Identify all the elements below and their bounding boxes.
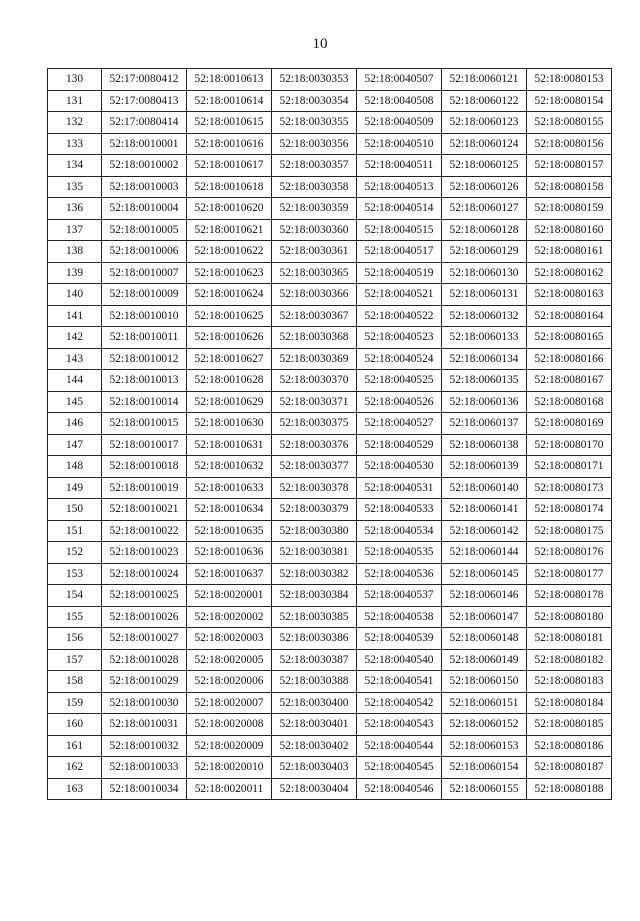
cadastral-number-cell: 52:18:0060137 <box>442 413 527 435</box>
cadastral-number-cell: 52:18:0010026 <box>102 606 187 628</box>
row-number-cell: 151 <box>48 520 102 542</box>
cadastral-number-cell: 52:18:0040539 <box>357 628 442 650</box>
cadastral-number-cell: 52:18:0020011 <box>187 778 272 800</box>
cadastral-number-cell: 52:18:0010615 <box>187 112 272 134</box>
cadastral-number-cell: 52:18:0010007 <box>102 262 187 284</box>
cadastral-number-cell: 52:18:0040534 <box>357 520 442 542</box>
cadastral-number-cell: 52:18:0030356 <box>272 133 357 155</box>
table-row <box>48 563 612 585</box>
cadastral-number-cell: 52:18:0060130 <box>442 262 527 284</box>
table-row <box>48 284 612 306</box>
cadastral-number-cell: 52:18:0020007 <box>187 692 272 714</box>
cadastral-number-cell: 52:18:0080160 <box>527 219 612 241</box>
row-number-cell: 131 <box>48 90 102 112</box>
table-row <box>48 628 612 650</box>
table-body <box>48 69 612 800</box>
table-row <box>48 671 612 693</box>
table-row <box>48 112 612 134</box>
row-number-cell: 143 <box>48 348 102 370</box>
cadastral-number-cell: 52:18:0010021 <box>102 499 187 521</box>
cadastral-number-cell: 52:18:0010019 <box>102 477 187 499</box>
table-row <box>48 370 612 392</box>
cadastral-number-cell: 52:18:0010616 <box>187 133 272 155</box>
cadastral-number-cell: 52:17:0080412 <box>102 69 187 91</box>
cadastral-number-cell: 52:18:0010628 <box>187 370 272 392</box>
cadastral-number-cell: 52:18:0010009 <box>102 284 187 306</box>
cadastral-number-cell: 52:18:0080182 <box>527 649 612 671</box>
cadastral-number-cell: 52:18:0060127 <box>442 198 527 220</box>
table-row <box>48 133 612 155</box>
table-row <box>48 219 612 241</box>
cadastral-number-cell: 52:18:0040510 <box>357 133 442 155</box>
cadastral-number-cell: 52:18:0080171 <box>527 456 612 478</box>
cadastral-number-cell: 52:18:0080187 <box>527 757 612 779</box>
cadastral-number-cell: 52:18:0080163 <box>527 284 612 306</box>
row-number-cell: 159 <box>48 692 102 714</box>
cadastral-number-cell: 52:18:0040541 <box>357 671 442 693</box>
cadastral-number-cell: 52:18:0030403 <box>272 757 357 779</box>
cadastral-number-cell: 52:18:0080159 <box>527 198 612 220</box>
cadastral-number-cell: 52:18:0010010 <box>102 305 187 327</box>
cadastral-number-cell: 52:18:0080183 <box>527 671 612 693</box>
cadastral-number-cell: 52:18:0060155 <box>442 778 527 800</box>
cadastral-number-cell: 52:18:0080185 <box>527 714 612 736</box>
cadastral-number-cell: 52:18:0010637 <box>187 563 272 585</box>
cadastral-number-cell: 52:18:0010003 <box>102 176 187 198</box>
cadastral-number-cell: 52:18:0030387 <box>272 649 357 671</box>
cadastral-number-cell: 52:18:0010622 <box>187 241 272 263</box>
row-number-cell: 160 <box>48 714 102 736</box>
cadastral-number-cell: 52:18:0030384 <box>272 585 357 607</box>
cadastral-number-cell: 52:18:0080165 <box>527 327 612 349</box>
cadastral-number-cell: 52:18:0040546 <box>357 778 442 800</box>
cadastral-number-cell: 52:18:0040509 <box>357 112 442 134</box>
cadastral-number-cell: 52:18:0030377 <box>272 456 357 478</box>
cadastral-number-cell: 52:18:0040526 <box>357 391 442 413</box>
cadastral-number-cell: 52:18:0080178 <box>527 585 612 607</box>
cadastral-number-cell: 52:18:0030357 <box>272 155 357 177</box>
row-number-cell: 157 <box>48 649 102 671</box>
row-number-cell: 155 <box>48 606 102 628</box>
cadastral-number-cell: 52:18:0040517 <box>357 241 442 263</box>
cadastral-number-cell: 52:18:0060134 <box>442 348 527 370</box>
cadastral-number-cell: 52:18:0010023 <box>102 542 187 564</box>
table-row <box>48 692 612 714</box>
cadastral-number-cell: 52:18:0030380 <box>272 520 357 542</box>
cadastral-number-cell: 52:18:0040538 <box>357 606 442 628</box>
cadastral-number-cell: 52:18:0020006 <box>187 671 272 693</box>
table-row <box>48 305 612 327</box>
row-number-cell: 135 <box>48 176 102 198</box>
cadastral-number-cell: 52:18:0010625 <box>187 305 272 327</box>
cadastral-number-cell: 52:18:0030378 <box>272 477 357 499</box>
cadastral-number-cell: 52:18:0060152 <box>442 714 527 736</box>
cadastral-number-cell: 52:17:0080414 <box>102 112 187 134</box>
cadastral-number-cell: 52:18:0030353 <box>272 69 357 91</box>
cadastral-number-cell: 52:18:0010627 <box>187 348 272 370</box>
cadastral-number-cell: 52:18:0040521 <box>357 284 442 306</box>
cadastral-number-cell: 52:18:0010002 <box>102 155 187 177</box>
cadastral-number-cell: 52:18:0030376 <box>272 434 357 456</box>
cadastral-number-cell: 52:18:0080161 <box>527 241 612 263</box>
cadastral-number-cell: 52:18:0060133 <box>442 327 527 349</box>
cadastral-number-cell: 52:18:0040530 <box>357 456 442 478</box>
cadastral-number-cell: 52:18:0040531 <box>357 477 442 499</box>
cadastral-number-cell: 52:18:0010030 <box>102 692 187 714</box>
cadastral-number-cell: 52:18:0010620 <box>187 198 272 220</box>
cadastral-number-cell: 52:18:0080176 <box>527 542 612 564</box>
row-number-cell: 142 <box>48 327 102 349</box>
cadastral-number-cell: 52:18:0040519 <box>357 262 442 284</box>
cadastral-number-cell: 52:18:0060125 <box>442 155 527 177</box>
cadastral-number-cell: 52:18:0030385 <box>272 606 357 628</box>
cadastral-number-cell: 52:18:0080155 <box>527 112 612 134</box>
cadastral-number-cell: 52:18:0040527 <box>357 413 442 435</box>
page-number: 10 <box>312 36 328 52</box>
table-row <box>48 176 612 198</box>
cadastral-number-cell: 52:18:0010027 <box>102 628 187 650</box>
cadastral-table <box>47 68 612 800</box>
table-row <box>48 606 612 628</box>
cadastral-number-cell: 52:18:0030402 <box>272 735 357 757</box>
cadastral-number-cell: 52:18:0060135 <box>442 370 527 392</box>
cadastral-number-cell: 52:18:0010617 <box>187 155 272 177</box>
cadastral-number-cell: 52:18:0060136 <box>442 391 527 413</box>
cadastral-number-cell: 52:18:0030375 <box>272 413 357 435</box>
row-number-cell: 162 <box>48 757 102 779</box>
cadastral-number-cell: 52:18:0010631 <box>187 434 272 456</box>
cadastral-number-cell: 52:18:0060147 <box>442 606 527 628</box>
row-number-cell: 158 <box>48 671 102 693</box>
row-number-cell: 139 <box>48 262 102 284</box>
cadastral-number-cell: 52:18:0030367 <box>272 305 357 327</box>
row-number-cell: 134 <box>48 155 102 177</box>
cadastral-number-cell: 52:18:0010014 <box>102 391 187 413</box>
cadastral-number-cell: 52:18:0040525 <box>357 370 442 392</box>
cadastral-number-cell: 52:18:0080158 <box>527 176 612 198</box>
cadastral-number-cell: 52:18:0010623 <box>187 262 272 284</box>
cadastral-number-cell: 52:18:0060123 <box>442 112 527 134</box>
cadastral-number-cell: 52:18:0080167 <box>527 370 612 392</box>
cadastral-number-cell: 52:18:0060145 <box>442 563 527 585</box>
cadastral-number-cell: 52:18:0040529 <box>357 434 442 456</box>
row-number-cell: 150 <box>48 499 102 521</box>
cadastral-number-cell: 52:18:0080174 <box>527 499 612 521</box>
cadastral-number-cell: 52:18:0040507 <box>357 69 442 91</box>
cadastral-number-cell: 52:18:0060121 <box>442 69 527 91</box>
cadastral-number-cell: 52:18:0030361 <box>272 241 357 263</box>
row-number-cell: 145 <box>48 391 102 413</box>
cadastral-number-cell: 52:18:0040513 <box>357 176 442 198</box>
cadastral-number-cell: 52:18:0030388 <box>272 671 357 693</box>
cadastral-number-cell: 52:18:0010624 <box>187 284 272 306</box>
cadastral-number-cell: 52:18:0040537 <box>357 585 442 607</box>
cadastral-number-cell: 52:18:0010613 <box>187 69 272 91</box>
cadastral-number-cell: 52:18:0010024 <box>102 563 187 585</box>
row-number-cell: 153 <box>48 563 102 585</box>
cadastral-number-cell: 52:18:0080177 <box>527 563 612 585</box>
cadastral-number-cell: 52:18:0030360 <box>272 219 357 241</box>
cadastral-number-cell: 52:18:0080166 <box>527 348 612 370</box>
row-number-cell: 136 <box>48 198 102 220</box>
table-row <box>48 520 612 542</box>
row-number-cell: 161 <box>48 735 102 757</box>
cadastral-number-cell: 52:18:0040536 <box>357 563 442 585</box>
cadastral-number-cell: 52:18:0010022 <box>102 520 187 542</box>
cadastral-number-cell: 52:18:0060153 <box>442 735 527 757</box>
table-row <box>48 477 612 499</box>
row-number-cell: 148 <box>48 456 102 478</box>
cadastral-number-cell: 52:18:0060132 <box>442 305 527 327</box>
cadastral-number-cell: 52:18:0010028 <box>102 649 187 671</box>
row-number-cell: 130 <box>48 69 102 91</box>
cadastral-number-cell: 52:18:0030359 <box>272 198 357 220</box>
cadastral-number-cell: 52:18:0020002 <box>187 606 272 628</box>
cadastral-number-cell: 52:18:0080154 <box>527 90 612 112</box>
cadastral-number-cell: 52:18:0080153 <box>527 69 612 91</box>
cadastral-number-cell: 52:18:0060138 <box>442 434 527 456</box>
cadastral-number-cell: 52:18:0010034 <box>102 778 187 800</box>
cadastral-number-cell: 52:18:0010001 <box>102 133 187 155</box>
cadastral-number-cell: 52:18:0060126 <box>442 176 527 198</box>
cadastral-number-cell: 52:18:0060148 <box>442 628 527 650</box>
cadastral-number-cell: 52:18:0010634 <box>187 499 272 521</box>
table-row <box>48 757 612 779</box>
cadastral-number-cell: 52:18:0010012 <box>102 348 187 370</box>
cadastral-number-cell: 52:18:0060142 <box>442 520 527 542</box>
cadastral-number-cell: 52:18:0040523 <box>357 327 442 349</box>
cadastral-number-cell: 52:18:0040514 <box>357 198 442 220</box>
row-number-cell: 154 <box>48 585 102 607</box>
cadastral-number-cell: 52:18:0010005 <box>102 219 187 241</box>
cadastral-number-cell: 52:18:0040524 <box>357 348 442 370</box>
cadastral-number-cell: 52:18:0010004 <box>102 198 187 220</box>
cadastral-number-cell: 52:18:0060141 <box>442 499 527 521</box>
table-row <box>48 585 612 607</box>
table-row <box>48 714 612 736</box>
table-row <box>48 391 612 413</box>
cadastral-number-cell: 52:18:0060149 <box>442 649 527 671</box>
cadastral-number-cell: 52:18:0030354 <box>272 90 357 112</box>
table-row <box>48 778 612 800</box>
cadastral-number-cell: 52:18:0030366 <box>272 284 357 306</box>
cadastral-number-cell: 52:18:0030371 <box>272 391 357 413</box>
cadastral-number-cell: 52:18:0010636 <box>187 542 272 564</box>
cadastral-number-cell: 52:18:0010633 <box>187 477 272 499</box>
row-number-cell: 138 <box>48 241 102 263</box>
cadastral-number-cell: 52:18:0020005 <box>187 649 272 671</box>
cadastral-number-cell: 52:18:0010626 <box>187 327 272 349</box>
cadastral-number-cell: 52:18:0010032 <box>102 735 187 757</box>
table-row <box>48 542 612 564</box>
cadastral-number-cell: 52:18:0010629 <box>187 391 272 413</box>
cadastral-number-cell: 52:18:0010013 <box>102 370 187 392</box>
table-row <box>48 155 612 177</box>
row-number-cell: 147 <box>48 434 102 456</box>
row-number-cell: 149 <box>48 477 102 499</box>
cadastral-number-cell: 52:18:0030382 <box>272 563 357 585</box>
cadastral-number-cell: 52:18:0080186 <box>527 735 612 757</box>
cadastral-number-cell: 52:18:0040542 <box>357 692 442 714</box>
cadastral-number-cell: 52:18:0060131 <box>442 284 527 306</box>
cadastral-number-cell: 52:18:0080168 <box>527 391 612 413</box>
cadastral-number-cell: 52:18:0060124 <box>442 133 527 155</box>
cadastral-number-cell: 52:18:0010635 <box>187 520 272 542</box>
cadastral-number-cell: 52:18:0040543 <box>357 714 442 736</box>
cadastral-number-cell: 52:17:0080413 <box>102 90 187 112</box>
table-row <box>48 735 612 757</box>
cadastral-number-cell: 52:18:0010011 <box>102 327 187 349</box>
cadastral-number-cell: 52:18:0030370 <box>272 370 357 392</box>
cadastral-number-cell: 52:18:0080164 <box>527 305 612 327</box>
row-number-cell: 152 <box>48 542 102 564</box>
table-row <box>48 499 612 521</box>
row-number-cell: 163 <box>48 778 102 800</box>
cadastral-number-cell: 52:18:0020009 <box>187 735 272 757</box>
row-number-cell: 146 <box>48 413 102 435</box>
cadastral-number-cell: 52:18:0040511 <box>357 155 442 177</box>
cadastral-number-cell: 52:18:0040545 <box>357 757 442 779</box>
cadastral-number-cell: 52:18:0040540 <box>357 649 442 671</box>
cadastral-number-cell: 52:18:0010029 <box>102 671 187 693</box>
cadastral-number-cell: 52:18:0010031 <box>102 714 187 736</box>
row-number-cell: 140 <box>48 284 102 306</box>
cadastral-number-cell: 52:18:0020008 <box>187 714 272 736</box>
table-row <box>48 241 612 263</box>
cadastral-number-cell: 52:18:0030368 <box>272 327 357 349</box>
cadastral-number-cell: 52:18:0030365 <box>272 262 357 284</box>
cadastral-number-cell: 52:18:0020001 <box>187 585 272 607</box>
cadastral-number-cell: 52:18:0060122 <box>442 90 527 112</box>
cadastral-number-cell: 52:18:0030400 <box>272 692 357 714</box>
cadastral-number-cell: 52:18:0060154 <box>442 757 527 779</box>
row-number-cell: 156 <box>48 628 102 650</box>
row-number-cell: 144 <box>48 370 102 392</box>
cadastral-number-cell: 52:18:0080170 <box>527 434 612 456</box>
cadastral-number-cell: 52:18:0010033 <box>102 757 187 779</box>
cadastral-number-cell: 52:18:0020010 <box>187 757 272 779</box>
row-number-cell: 141 <box>48 305 102 327</box>
cadastral-number-cell: 52:18:0030379 <box>272 499 357 521</box>
cadastral-number-cell: 52:18:0080162 <box>527 262 612 284</box>
cadastral-number-cell: 52:18:0010025 <box>102 585 187 607</box>
table-row <box>48 327 612 349</box>
cadastral-number-cell: 52:18:0080169 <box>527 413 612 435</box>
cadastral-number-cell: 52:18:0030369 <box>272 348 357 370</box>
cadastral-number-cell: 52:18:0080188 <box>527 778 612 800</box>
cadastral-number-cell: 52:18:0060150 <box>442 671 527 693</box>
cadastral-number-cell: 52:18:0040508 <box>357 90 442 112</box>
cadastral-number-cell: 52:18:0040535 <box>357 542 442 564</box>
table-row <box>48 69 612 91</box>
cadastral-number-cell: 52:18:0080156 <box>527 133 612 155</box>
cadastral-number-cell: 52:18:0080157 <box>527 155 612 177</box>
cadastral-number-cell: 52:18:0040544 <box>357 735 442 757</box>
row-number-cell: 132 <box>48 112 102 134</box>
cadastral-number-cell: 52:18:0010632 <box>187 456 272 478</box>
table-row <box>48 413 612 435</box>
cadastral-number-cell: 52:18:0060129 <box>442 241 527 263</box>
row-number-cell: 133 <box>48 133 102 155</box>
cadastral-number-cell: 52:18:0040515 <box>357 219 442 241</box>
cadastral-number-cell: 52:18:0060139 <box>442 456 527 478</box>
table-row <box>48 348 612 370</box>
cadastral-number-cell: 52:18:0010618 <box>187 176 272 198</box>
cadastral-number-cell: 52:18:0040533 <box>357 499 442 521</box>
cadastral-number-cell: 52:18:0030404 <box>272 778 357 800</box>
cadastral-number-cell: 52:18:0060128 <box>442 219 527 241</box>
table-row <box>48 649 612 671</box>
cadastral-number-cell: 52:18:0080181 <box>527 628 612 650</box>
table-row <box>48 90 612 112</box>
table-row <box>48 456 612 478</box>
cadastral-number-cell: 52:18:0030355 <box>272 112 357 134</box>
table-row <box>48 198 612 220</box>
cadastral-number-cell: 52:18:0030358 <box>272 176 357 198</box>
cadastral-number-cell: 52:18:0010015 <box>102 413 187 435</box>
cadastral-number-cell: 52:18:0060146 <box>442 585 527 607</box>
cadastral-number-cell: 52:18:0080173 <box>527 477 612 499</box>
table-row <box>48 434 612 456</box>
row-number-cell: 137 <box>48 219 102 241</box>
cadastral-number-cell: 52:18:0030381 <box>272 542 357 564</box>
cadastral-number-cell: 52:18:0030401 <box>272 714 357 736</box>
cadastral-number-cell: 52:18:0010621 <box>187 219 272 241</box>
cadastral-number-cell: 52:18:0010006 <box>102 241 187 263</box>
cadastral-number-cell: 52:18:0060151 <box>442 692 527 714</box>
cadastral-number-cell: 52:18:0010017 <box>102 434 187 456</box>
cadastral-number-cell: 52:18:0010018 <box>102 456 187 478</box>
cadastral-number-cell: 52:18:0060144 <box>442 542 527 564</box>
cadastral-number-cell: 52:18:0080184 <box>527 692 612 714</box>
cadastral-number-cell: 52:18:0030386 <box>272 628 357 650</box>
cadastral-number-cell: 52:18:0010630 <box>187 413 272 435</box>
cadastral-number-cell: 52:18:0020003 <box>187 628 272 650</box>
cadastral-number-cell: 52:18:0010614 <box>187 90 272 112</box>
cadastral-number-cell: 52:18:0060140 <box>442 477 527 499</box>
cadastral-number-cell: 52:18:0080180 <box>527 606 612 628</box>
cadastral-number-cell: 52:18:0040522 <box>357 305 442 327</box>
cadastral-number-cell: 52:18:0080175 <box>527 520 612 542</box>
table-row <box>48 262 612 284</box>
